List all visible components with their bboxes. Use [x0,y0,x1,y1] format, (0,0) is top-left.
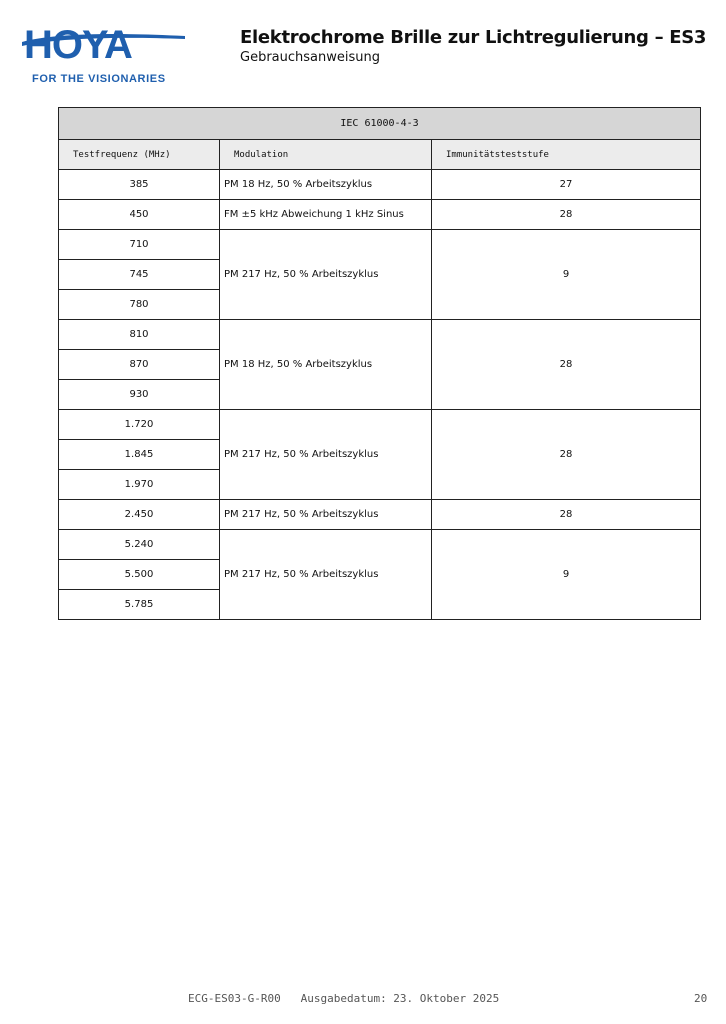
frequency-cell: 1.970 [59,470,220,500]
modulation-cell: PM 18 Hz, 50 % Arbeitszyklus [220,320,432,410]
level-cell: 9 [432,230,701,320]
level-cell: 28 [432,410,701,500]
table-row [59,500,701,530]
footer-doc-info [188,992,499,1005]
level-cell: 9 [432,530,701,620]
frequency-cell: 5.785 [59,590,220,620]
column-header-frequency: Testfrequenz (MHz) [59,140,220,170]
table-row [59,170,701,200]
document-subtitle: Gebrauchsanweisung [240,50,380,65]
table-caption: IEC 61000-4-3 [59,108,701,140]
frequency-cell: 5.500 [59,560,220,590]
column-header-level: Immunitätsteststufe [432,140,701,170]
level-cell: 28 [432,200,701,230]
footer-doc-id: ECG-ES03-G-R00 [188,992,281,1005]
modulation-cell: PM 217 Hz, 50 % Arbeitszyklus [220,500,432,530]
modulation-cell: PM 18 Hz, 50 % Arbeitszyklus [220,170,432,200]
table-row [59,230,701,260]
frequency-cell: 810 [59,320,220,350]
frequency-cell: 930 [59,380,220,410]
table-row [59,320,701,350]
frequency-cell: 1.845 [59,440,220,470]
frequency-cell: 870 [59,350,220,380]
modulation-cell: FM ±5 kHz Abweichung 1 kHz Sinus [220,200,432,230]
frequency-cell: 5.240 [59,530,220,560]
footer-issue-date: Ausgabedatum: 23. Oktober 2025 [300,992,500,1005]
modulation-cell: PM 217 Hz, 50 % Arbeitszyklus [220,230,432,320]
column-header-modulation: Modulation [220,140,432,170]
table-row [59,200,701,230]
frequency-cell: 385 [59,170,220,200]
table-row [59,530,701,560]
frequency-cell: 1.720 [59,410,220,440]
level-cell: 27 [432,170,701,200]
level-cell: 28 [432,500,701,530]
modulation-cell: PM 217 Hz, 50 % Arbeitszyklus [220,530,432,620]
document-title: Elektrochrome Brille zur Lichtregulierung – ES3 [240,27,707,48]
frequency-cell: 2.450 [59,500,220,530]
immunity-test-table [58,107,701,620]
frequency-cell: 745 [59,260,220,290]
page-number: 20 [694,992,708,1005]
frequency-cell: 710 [59,230,220,260]
svg-text:FOR THE VISIONARIES: FOR THE VISIONARIES [32,73,166,85]
frequency-cell: 780 [59,290,220,320]
level-cell: 28 [432,320,701,410]
hoya-logo [20,20,190,86]
table-row [59,410,701,440]
svg-text:HOYA: HOYA [24,23,132,67]
frequency-cell: 450 [59,200,220,230]
modulation-cell: PM 217 Hz, 50 % Arbeitszyklus [220,410,432,500]
